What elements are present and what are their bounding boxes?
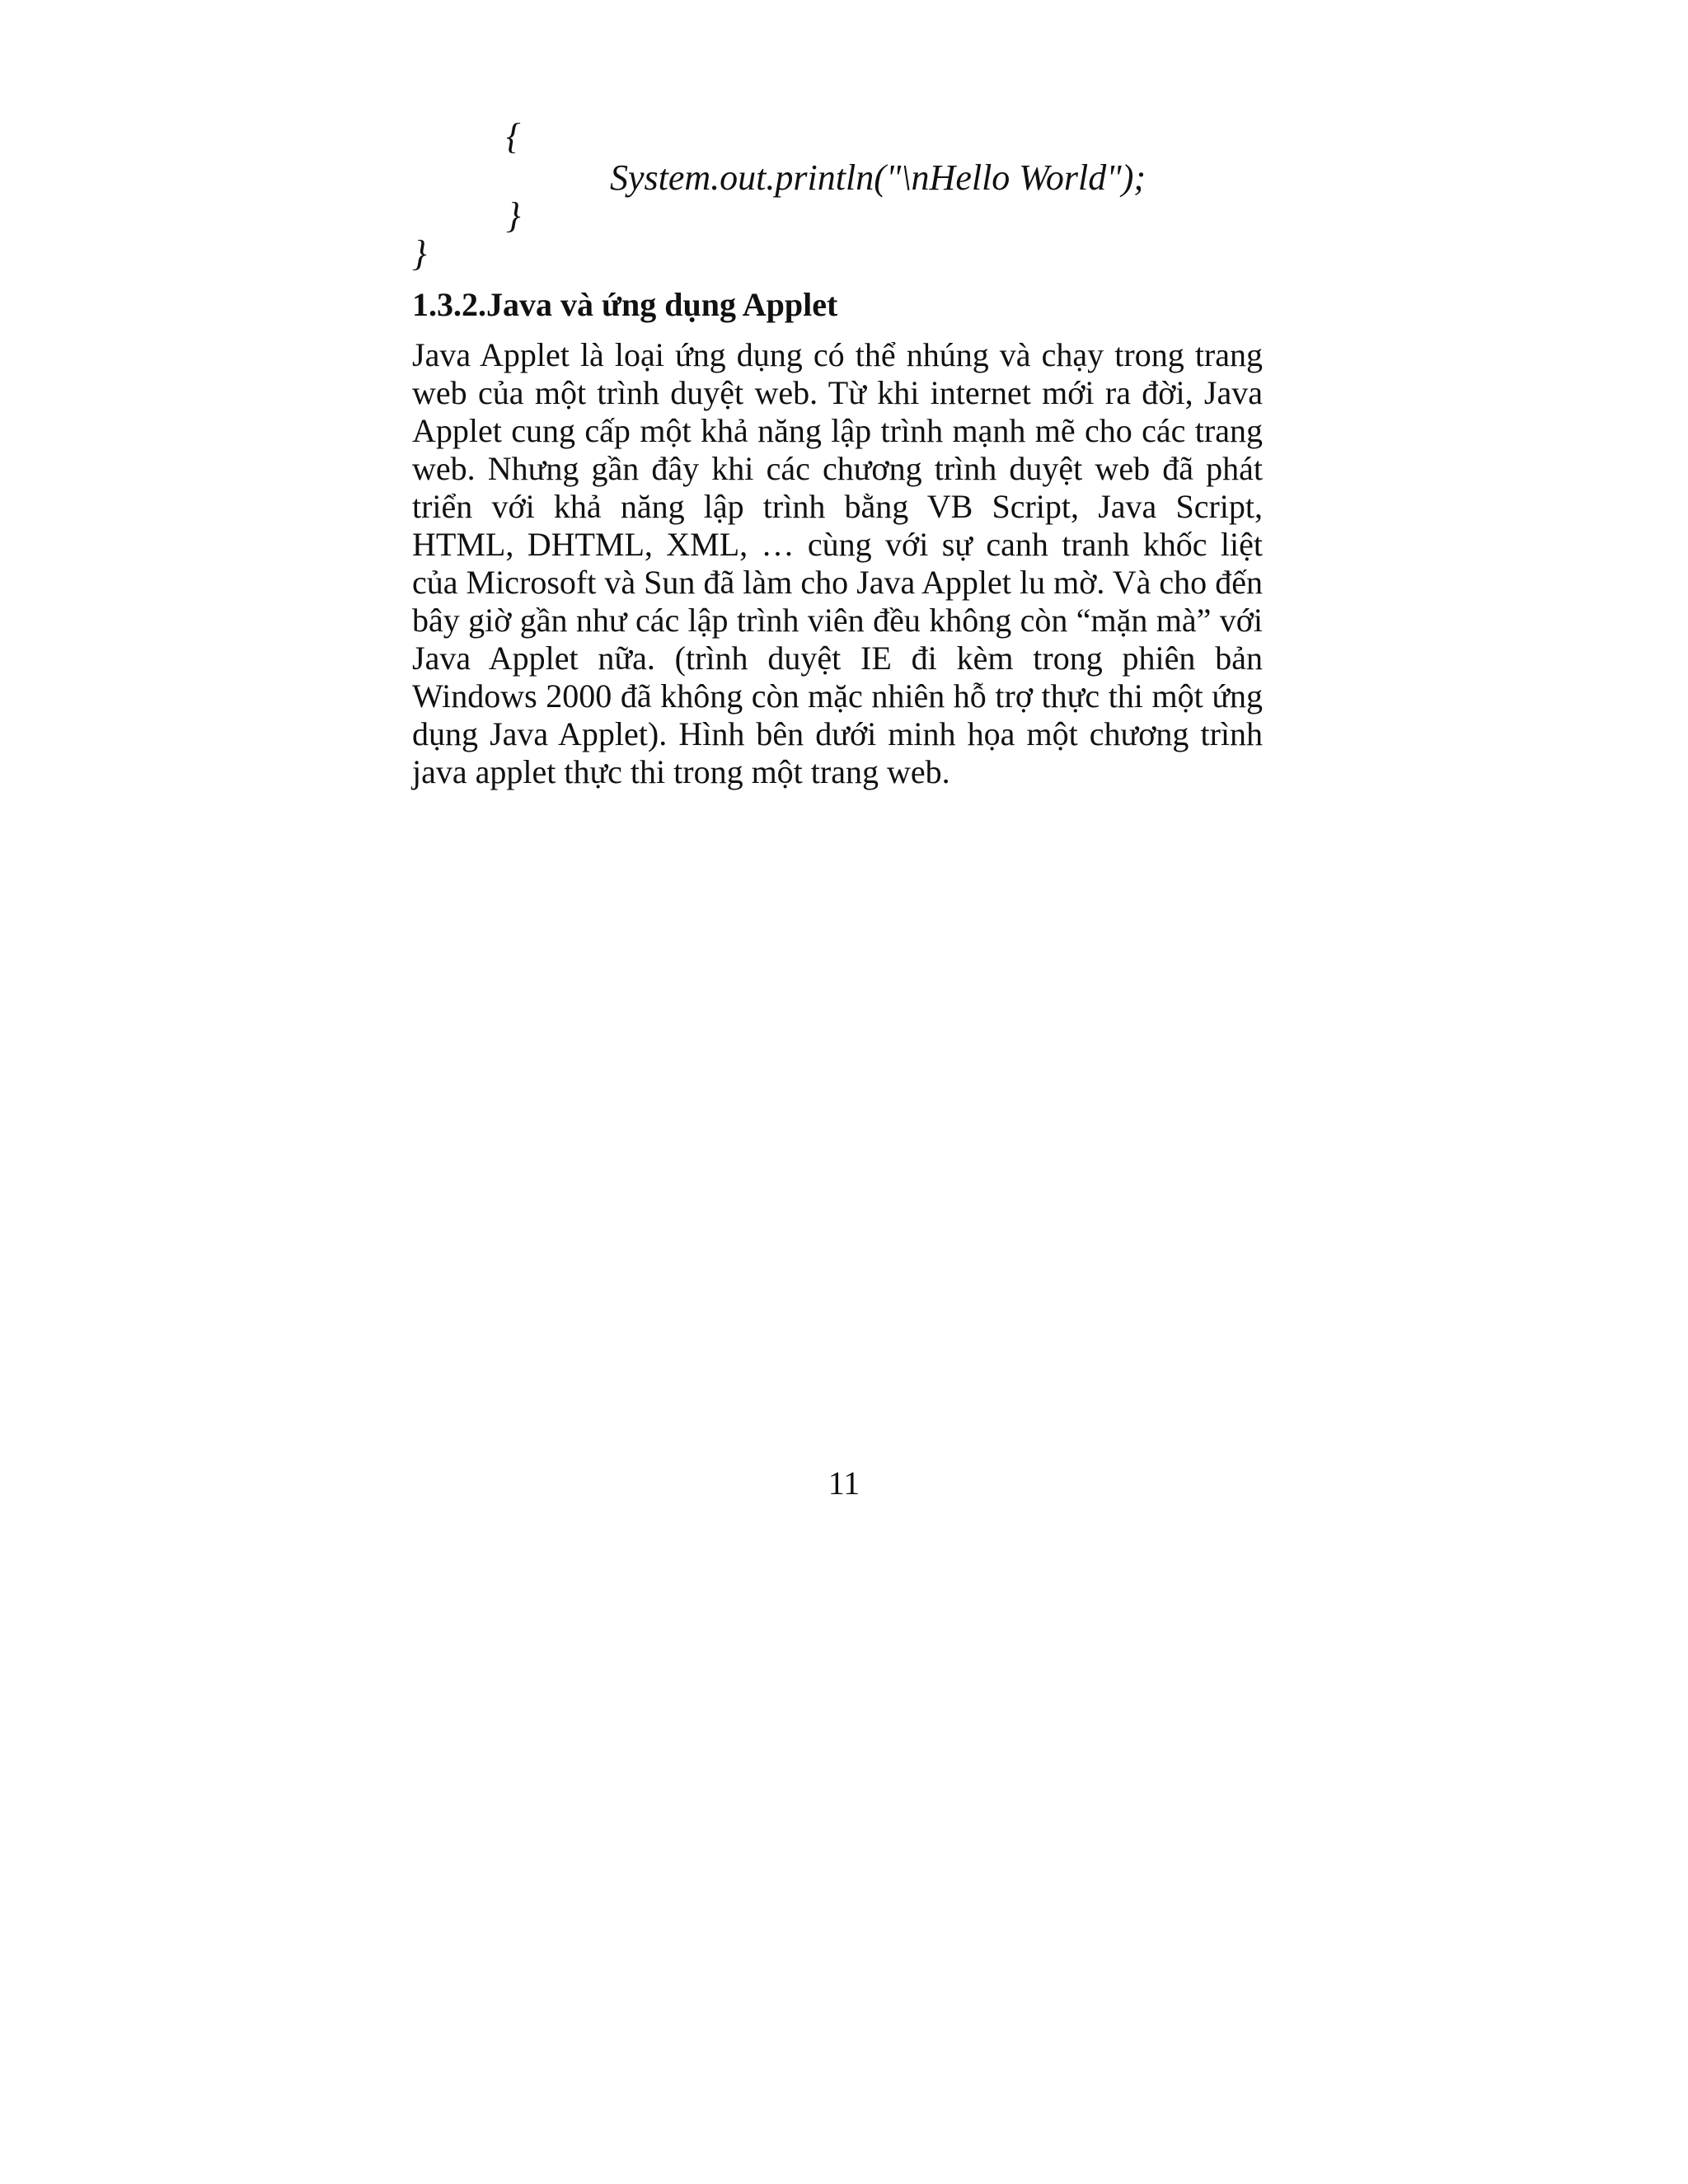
code-open-brace: {: [506, 116, 521, 157]
section-paragraph: Java Applet là loại ứng dụng có thể nhúng và chạy trong trang web của một trình duyệt web. Từ khi internet mới ra đời, Java Applet cung cấp một khả năng lập trình mạnh mẽ cho các trang web. Nhưng gần đây khi các chương trình duyệt web đã phát triển với khả năng lập trình bằng VB Script, Java Script, HTML, DHTML, XML, … cùng với sự canh tranh khốc liệt của Microsoft và Sun đã làm cho Java Applet lu mờ. Và cho đến bây giờ gần như các lập trình viên đều không còn “mặn mà” với Java Applet nữa. (trình duyệt IE đi kèm trong phiên bản Windows 2000 đã không còn mặc nhiên hỗ trợ thực thi một ứng dụng Java Applet). Hình bên dưới minh họa một chương trình java applet thực thi trong một trang web.: [412, 336, 1263, 790]
code-snippet: [0, 0, 1688, 280]
page-number: 11: [828, 1465, 860, 1502]
section-heading: 1.3.2.Java và ứng dụng Applet: [412, 286, 838, 323]
code-close-brace-inner: }: [506, 195, 521, 236]
code-close-brace-outer: }: [412, 233, 427, 274]
code-println-statement: System.out.println("\nHello World");: [610, 157, 1146, 198]
